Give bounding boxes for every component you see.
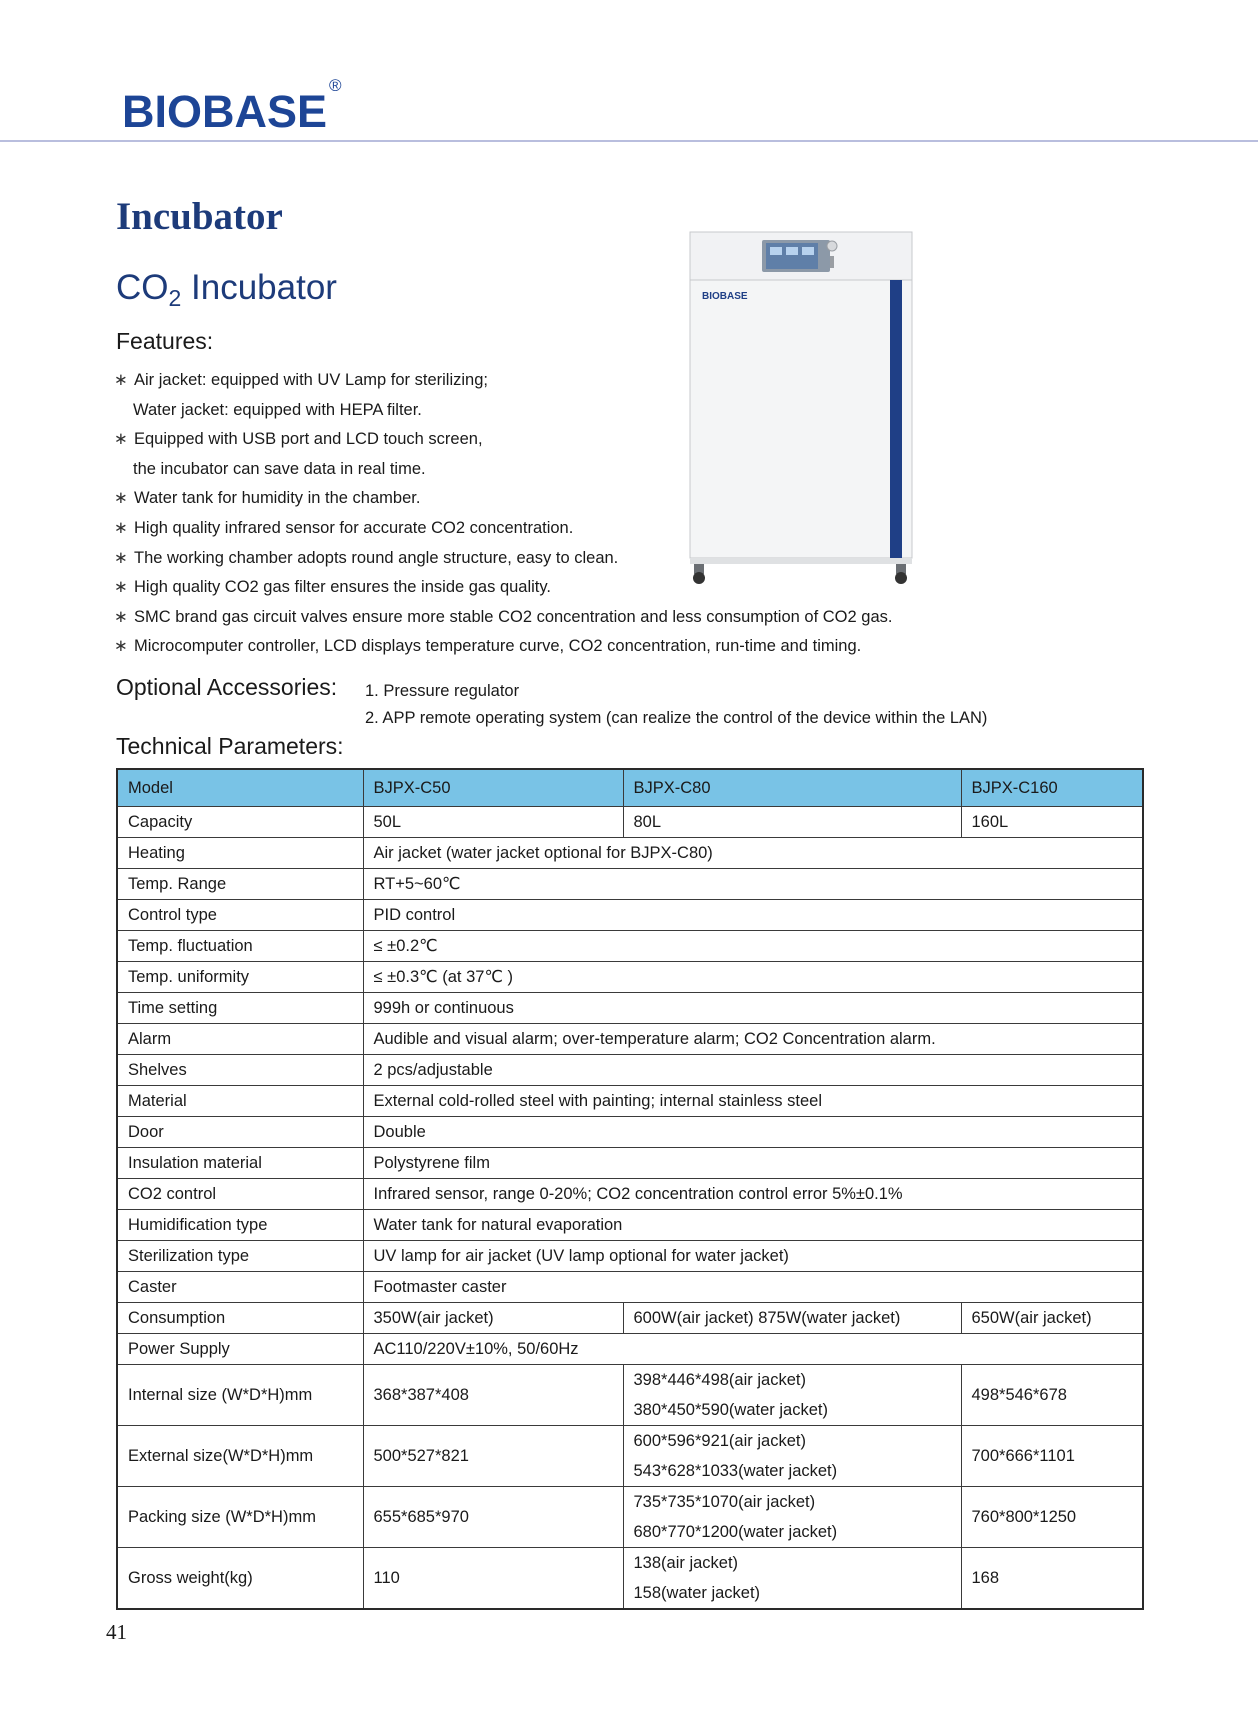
bullet-icon: ∗ bbox=[114, 371, 128, 389]
cell-line: 735*735*1070(air jacket) bbox=[633, 1493, 816, 1511]
features-list bbox=[114, 366, 1114, 662]
row-label: Door bbox=[117, 1117, 363, 1148]
table-row bbox=[117, 962, 1143, 993]
table-cell: Infrared sensor, range 0-20%; CO2 concentration control error 5%±0.1% bbox=[363, 1179, 1143, 1210]
row-label: Capacity bbox=[117, 807, 363, 838]
header-cell: BJPX-C50 bbox=[363, 769, 623, 807]
features-heading: Features: bbox=[116, 328, 214, 354]
table-cell: Air jacket (water jacket optional for BJPX-C80) bbox=[363, 838, 1143, 869]
table-row bbox=[117, 931, 1143, 962]
table-cell: ≤ ±0.2℃ bbox=[363, 931, 1143, 962]
cell-line: 680*770*1200(water jacket) bbox=[633, 1523, 838, 1541]
incubator-brand-label: BIOBASE bbox=[702, 291, 748, 302]
table-cell: PID control bbox=[363, 900, 1143, 931]
table-cell: 368*387*408 bbox=[363, 1365, 623, 1426]
table-row bbox=[117, 900, 1143, 931]
section-title: Incubator bbox=[116, 195, 283, 238]
feature-item: ∗ Air jacket: equipped with UV Lamp for sterilizing; bbox=[114, 366, 1114, 396]
feature-item: the incubator can save data in real time. bbox=[133, 459, 426, 478]
table-row bbox=[117, 869, 1143, 900]
product-title: $CO_2$ Incubator bbox=[116, 268, 337, 311]
cell-line: 398*446*498(air jacket) bbox=[633, 1371, 806, 1389]
row-label: Insulation material bbox=[117, 1148, 363, 1179]
spec-table bbox=[116, 768, 1144, 1610]
feature-item: ∗ Water tank for humidity in the chamber. bbox=[114, 484, 1114, 514]
table-cell: 168 bbox=[961, 1548, 1143, 1610]
table-row bbox=[117, 1303, 1143, 1334]
table-row bbox=[117, 1334, 1143, 1365]
table-cell: Footmaster caster bbox=[363, 1272, 1143, 1303]
cell-line: 543*628*1033(water jacket) bbox=[633, 1462, 838, 1480]
table-cell: Water tank for natural evaporation bbox=[363, 1210, 1143, 1241]
cell-line: 600*596*921(air jacket) bbox=[633, 1432, 806, 1450]
bullet-icon: ∗ bbox=[114, 430, 128, 449]
row-label: Heating bbox=[117, 838, 363, 869]
row-label: Material bbox=[117, 1086, 363, 1117]
header-cell: Model bbox=[117, 769, 363, 807]
table-row bbox=[117, 993, 1143, 1024]
table-cell: 600W(air jacket) 875W(water jacket) bbox=[623, 1303, 961, 1334]
row-label: Temp. fluctuation bbox=[117, 931, 363, 962]
registered-mark: ® bbox=[329, 76, 342, 95]
row-label: Temp. Range bbox=[117, 869, 363, 900]
row-label: Consumption bbox=[117, 1303, 363, 1334]
row-label: External size(W*D*H)mm bbox=[117, 1426, 363, 1487]
table-row bbox=[117, 807, 1143, 838]
table-cell bbox=[623, 1548, 961, 1610]
row-label: CO2 control bbox=[117, 1179, 363, 1210]
table-cell: 655*685*970 bbox=[363, 1487, 623, 1548]
row-label: Power Supply bbox=[117, 1334, 363, 1365]
table-row bbox=[117, 1179, 1143, 1210]
table-row bbox=[117, 1117, 1143, 1148]
feature-item: ∗ The working chamber adopts round angle structure, easy to clean. bbox=[114, 544, 1114, 574]
bullet-icon: ∗ bbox=[114, 518, 128, 537]
table-row bbox=[117, 1487, 1143, 1548]
table-row bbox=[117, 1548, 1143, 1610]
cell-line: 138(air jacket) bbox=[633, 1554, 739, 1572]
table-cell: 110 bbox=[363, 1548, 623, 1610]
table-row bbox=[117, 1055, 1143, 1086]
row-label: Gross weight(kg) bbox=[117, 1548, 363, 1610]
feature-item: ∗ High quality infrared sensor for accurate CO2 concentration. bbox=[114, 514, 1114, 544]
table-cell: 50L bbox=[363, 807, 623, 838]
incubator-image bbox=[680, 228, 920, 588]
table-cell: 498*546*678 bbox=[961, 1365, 1143, 1426]
table-row bbox=[117, 838, 1143, 869]
bullet-icon: ∗ bbox=[114, 489, 128, 508]
header-divider bbox=[0, 140, 1258, 142]
tech-params-heading: Technical Parameters: bbox=[116, 733, 344, 759]
table-cell bbox=[623, 1487, 961, 1548]
table-cell: 760*800*1250 bbox=[961, 1487, 1143, 1548]
row-label: Internal size (W*D*H)mm bbox=[117, 1365, 363, 1426]
row-label: Packing size (W*D*H)mm bbox=[117, 1487, 363, 1548]
table-cell: 80L bbox=[623, 807, 961, 838]
cell-line: 380*450*590(water jacket) bbox=[633, 1401, 828, 1419]
row-label: Time setting bbox=[117, 993, 363, 1024]
table-row bbox=[117, 1210, 1143, 1241]
accessory-item: 1. Pressure regulator bbox=[365, 682, 520, 700]
brand-logo bbox=[122, 76, 342, 138]
accessories-list bbox=[365, 678, 987, 732]
table-cell bbox=[623, 1426, 961, 1487]
header-cell: BJPX-C80 bbox=[623, 769, 961, 807]
page-number: 41 bbox=[106, 1620, 127, 1644]
feature-item: ∗ SMC brand gas circuit valves ensure more stable CO2 concentration and less consumption of CO2 gas. bbox=[114, 603, 1114, 633]
table-cell bbox=[623, 1365, 961, 1426]
table-cell: AC110/220V±10%, 50/60Hz bbox=[363, 1334, 1143, 1365]
bullet-icon: ∗ bbox=[114, 578, 128, 597]
table-cell: External cold-rolled steel with painting; internal stainless steel bbox=[363, 1086, 1143, 1117]
header-cell: BJPX-C160 bbox=[961, 769, 1143, 807]
feature-item: ∗ High quality CO2 gas filter ensures the inside gas quality. bbox=[114, 573, 1114, 603]
table-cell: UV lamp for air jacket (UV lamp optional for water jacket) bbox=[363, 1241, 1143, 1272]
table-cell: 500*527*821 bbox=[363, 1426, 623, 1487]
accessory-item: 2. APP remote operating system (can realize the control of the device within the LAN) bbox=[365, 709, 988, 727]
table-row bbox=[117, 1426, 1143, 1487]
table-cell: Polystyrene film bbox=[363, 1148, 1143, 1179]
accessories-heading: Optional Accessories: bbox=[116, 674, 338, 700]
table-row bbox=[117, 1024, 1143, 1055]
row-label: Shelves bbox=[117, 1055, 363, 1086]
bullet-icon: ∗ bbox=[114, 548, 128, 567]
row-label: Temp. uniformity bbox=[117, 962, 363, 993]
table-header-row bbox=[117, 769, 1143, 807]
cell-line: 158(water jacket) bbox=[633, 1584, 761, 1602]
bullet-icon: ∗ bbox=[114, 637, 128, 656]
table-cell: Audible and visual alarm; over-temperature alarm; CO2 Concentration alarm. bbox=[363, 1024, 1143, 1055]
table-cell: ≤ ±0.3℃ (at 37℃ ) bbox=[363, 962, 1143, 993]
table-row bbox=[117, 1086, 1143, 1117]
table-cell: 999h or continuous bbox=[363, 993, 1143, 1024]
feature-item: Water jacket: equipped with HEPA filter. bbox=[133, 400, 422, 419]
table-row bbox=[117, 1272, 1143, 1303]
table-cell: 2 pcs/adjustable bbox=[363, 1055, 1143, 1086]
table-cell: 650W(air jacket) bbox=[961, 1303, 1143, 1334]
bullet-icon: ∗ bbox=[114, 607, 128, 626]
table-cell: RT+5~60℃ bbox=[363, 869, 1143, 900]
table-row bbox=[117, 1365, 1143, 1426]
row-label: Humidification type bbox=[117, 1210, 363, 1241]
row-label: Alarm bbox=[117, 1024, 363, 1055]
table-row bbox=[117, 1148, 1143, 1179]
table-cell: 700*666*1101 bbox=[961, 1426, 1143, 1487]
row-label: Caster bbox=[117, 1272, 363, 1303]
table-cell: 350W(air jacket) bbox=[363, 1303, 623, 1334]
row-label: Sterilization type bbox=[117, 1241, 363, 1272]
feature-item: ∗ Equipped with USB port and LCD touch screen, bbox=[114, 425, 1114, 455]
row-label: Control type bbox=[117, 900, 363, 931]
table-cell: Double bbox=[363, 1117, 1143, 1148]
table-row bbox=[117, 1241, 1143, 1272]
feature-item: ∗ Microcomputer controller, LCD displays temperature curve, CO2 concentration, run-time and timing. bbox=[114, 632, 1114, 662]
brand-name: BIOBASE bbox=[122, 86, 328, 137]
table-cell: 160L bbox=[961, 807, 1143, 838]
